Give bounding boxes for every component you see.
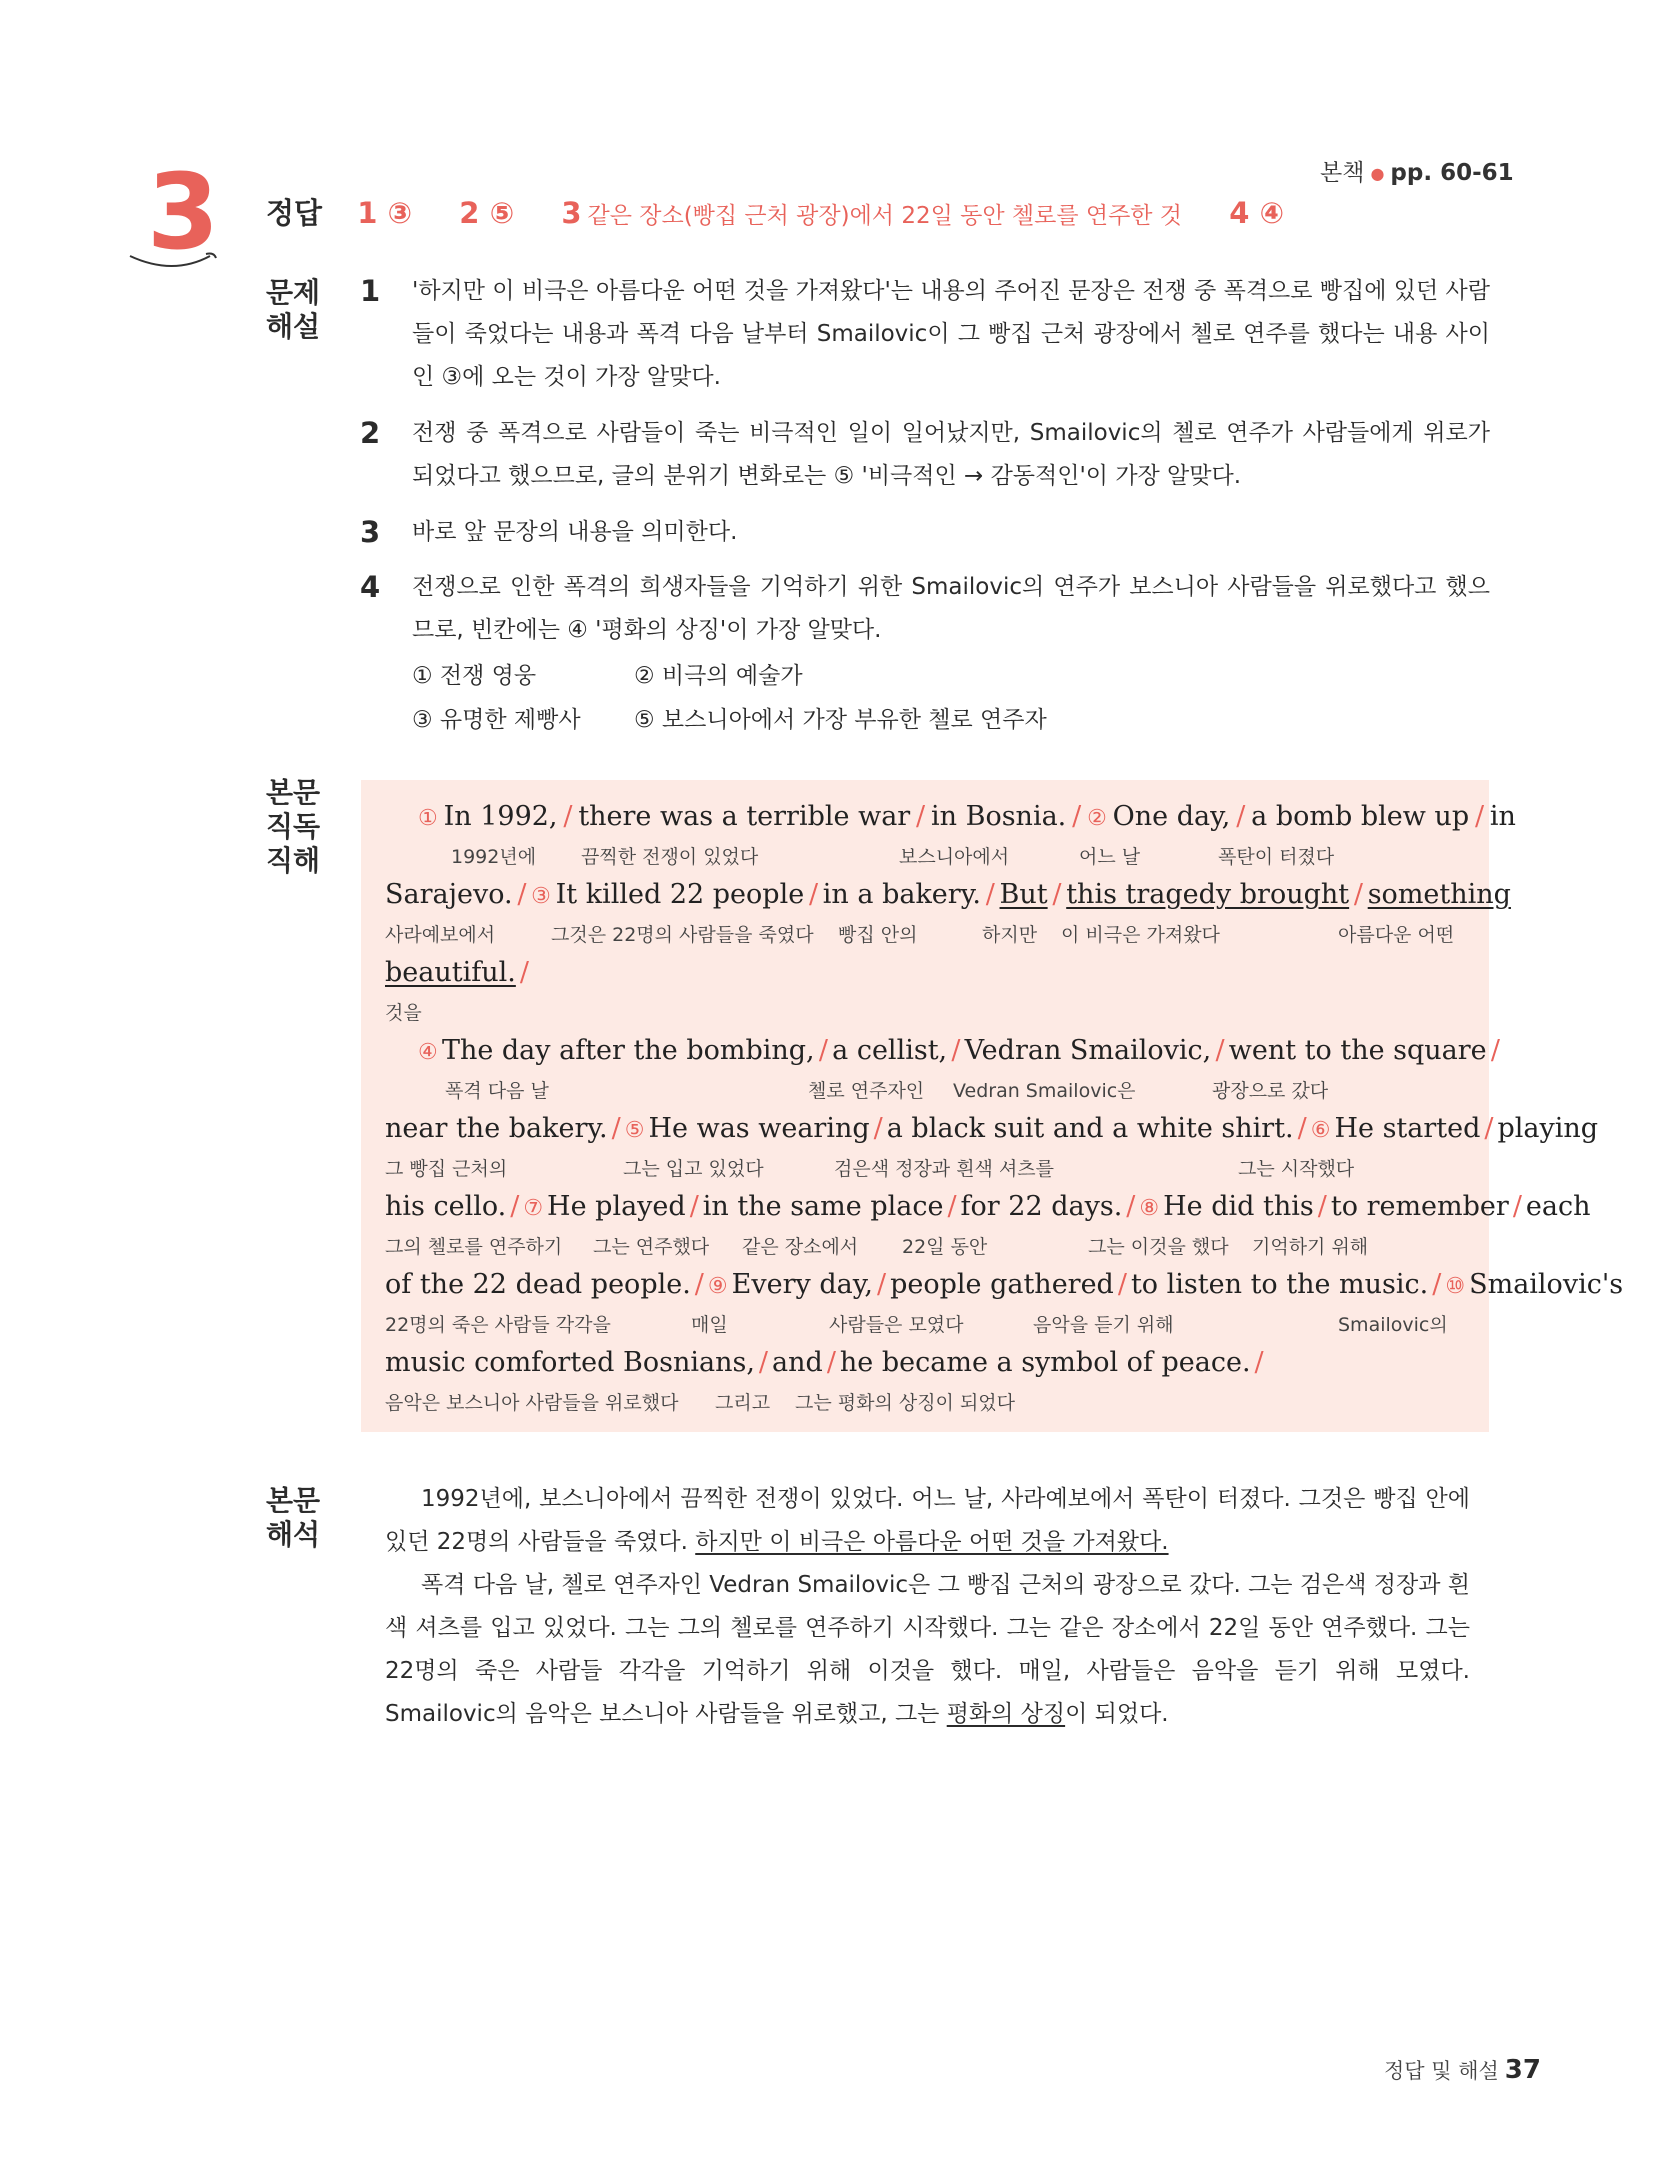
eng-line-4: ④ The day after the bombing, / a cellist, / Vedran Smailovic, / went to the square / [418, 1035, 1500, 1066]
item-text: 바로 앞 문장의 내용을 의미한다. [412, 519, 738, 545]
answer-1: 1 ③ [357, 196, 413, 230]
kor-line-7: 22명의 죽은 사람들 각각을 매일 사람들은 모였다 음악을 듣기 위해 Smailovic의 [385, 1314, 1448, 1336]
answers-row [266, 196, 1496, 233]
circle-number: ① [418, 806, 438, 831]
kor-line-1: 1992년에 끔찍한 전쟁이 있었다 보스니아에서 어느 날 폭탄이 터졌다 [451, 846, 1335, 868]
ref-pages: pp. 60-61 [1390, 160, 1514, 186]
explanation-item-1 [360, 270, 1490, 399]
item-number: 1 [360, 274, 381, 308]
item-number: 3 [360, 515, 381, 549]
page-footer [1384, 2055, 1541, 2085]
item-text: 전쟁 중 폭격으로 사람들이 죽는 비극적인 일이 일어났지만, Smailovic의 첼로 연주가 사람들에게 위로가 되었다고 했으므로, 글의 분위기 변화로는 ⑤ '비극적인 → 감동적인'이 가장 알맞다. [412, 420, 1490, 489]
answer-2: 2 ⑤ [459, 196, 515, 230]
explanation-item-4 [360, 566, 1490, 652]
answer-4: 4 ④ [1229, 196, 1285, 230]
circle-number: ⑦ [523, 1196, 544, 1221]
circle-number: ④ [418, 1040, 438, 1065]
translation-label: 본문 해석 [266, 1484, 321, 1551]
footer-label: 정답 및 해설 [1384, 2059, 1499, 2083]
choices-row-1 [412, 657, 856, 690]
explanation-label: 문제 해설 [266, 276, 321, 343]
ref-prefix: 본책 [1320, 160, 1365, 186]
smile-curve-icon [128, 246, 218, 276]
choice-1: ① 전쟁 영웅 [412, 663, 537, 689]
choice-3: ③ 유명한 제빵사 [412, 707, 581, 733]
item-number: 4 [360, 570, 381, 604]
explanation-item-2 [360, 412, 1490, 498]
choices-row-2 [412, 701, 1047, 734]
eng-line-5: near the bakery. / ⑤ He was wearing / a black suit and a white shirt. / ⑥ He started / playing [385, 1113, 1599, 1144]
circle-number: ③ [531, 884, 551, 909]
item-text: '하지만 이 비극은 아름다운 어떤 것을 가져왔다'는 내용의 주어진 문장은 전쟁 중 폭격으로 빵집에 있던 사람들이 죽었다는 내용과 폭격 다음 날부터 Smailovic이 그 빵집 근처 광장에서 첼로 연주를 했다는 내용 사이인 ③에 오는 것이 가장 알맞다. [412, 278, 1490, 390]
explanation-item-3 [360, 511, 1490, 554]
kor-line-4: 폭격 다음 날 첼로 연주자인 Vedran Smailovic은 광장으로 갔다 [445, 1080, 1329, 1102]
choice-5: ⑤ 보스니아에서 가장 부유한 첼로 연주자 [634, 707, 1047, 733]
circle-number: ⑧ [1139, 1196, 1160, 1221]
kor-line-8: 음악은 보스니아 사람들을 위로했다 그리고 그는 평화의 상징이 되었다 [385, 1392, 1016, 1414]
bullet-icon: ● [1370, 164, 1385, 183]
kor-line-3: 것을 [385, 1002, 422, 1024]
circle-number: ⑤ [624, 1118, 645, 1143]
kor-line-5: 그 빵집 근처의 그는 입고 있었다 검은색 정장과 흰색 셔츠를 그는 시작했다 [385, 1158, 1355, 1180]
answers-label: 정답 [266, 196, 323, 230]
choice-2: ② 비극의 예술가 [634, 663, 803, 689]
translation-paragraph-1: 1992년에, 보스니아에서 끔찍한 전쟁이 있었다. 어느 날, 사라예보에서 폭탄이 터졌다. 그것은 빵집 안에 있던 22명의 사람들을 죽였다. 하지만 이 비극은 아름다운 어떤 것을 가져왔다. [385, 1486, 1470, 1555]
answer-3-text: 같은 장소(빵집 근처 광장)에서 22일 동안 첼로를 연주한 것 [587, 203, 1183, 229]
section-number: 3 [138, 160, 228, 280]
answer-3-number: 3 [561, 196, 582, 230]
direct-reading-label: 본문 직독 직해 [266, 776, 321, 877]
page-reference [1320, 154, 1514, 187]
translation-paragraph-2: 폭격 다음 날, 첼로 연주자인 Vedran Smailovic은 그 빵집 근처의 광장으로 갔다. 그는 검은색 정장과 흰색 셔츠를 입고 있었다. 그는 그의 첼로를 연주하기 시작했다. 그는 같은 장소에서 22일 동안 연주했다. 그는 22명의 죽은 사람들 각각을 기억하기 위해 이것을 했다. 매일, 사람들은 음악을 듣기 위해 모였다. Smailovic의 음악은 보스니아 사람들을 위로했고, 그는 평화의 상징이 되었다. [385, 1572, 1470, 1727]
circle-number: ⑩ [1445, 1274, 1466, 1299]
item-text: 전쟁으로 인한 폭격의 희생자들을 기억하기 위한 Smailovic의 연주가 보스니아 사람들을 위로했다고 했으므로, 빈칸에는 ④ '평화의 상징'이 가장 알맞다. [412, 574, 1490, 643]
eng-line-6: his cello. / ⑦ He played / in the same place / for 22 days. / ⑧ He did this / to remember / each [385, 1191, 1591, 1222]
eng-line-1: ① In 1992, / there was a terrible war / in Bosnia. / ② One day, / a bomb blew up / in [418, 801, 1516, 832]
kor-line-2: 사라예보에서 그것은 22명의 사람들을 죽였다 빵집 안의 하지만 이 비극은 가져왔다 아름다운 어떤 [385, 924, 1455, 946]
circle-number: ② [1087, 806, 1107, 831]
page-number: 37 [1504, 2055, 1541, 2085]
eng-line-7: of the 22 dead people. / ⑨ Every day, / people gathered / to listen to the music. / ⑩ Smailovic's [385, 1269, 1624, 1300]
eng-line-8: music comforted Bosnians, / and / he became a symbol of peace. / [385, 1347, 1264, 1378]
circle-number: ⑨ [707, 1274, 728, 1299]
item-number: 2 [360, 416, 381, 450]
kor-line-6: 그의 첼로를 연주하기 그는 연주했다 같은 장소에서 22일 동안 그는 이것을 했다 기억하기 위해 [385, 1236, 1369, 1258]
eng-line-3: beautiful. / [385, 957, 529, 988]
eng-line-2: Sarajevo. / ③ It killed 22 people / in a bakery. / But / this tragedy brought / something [385, 879, 1511, 910]
circle-number: ⑥ [1310, 1118, 1331, 1143]
